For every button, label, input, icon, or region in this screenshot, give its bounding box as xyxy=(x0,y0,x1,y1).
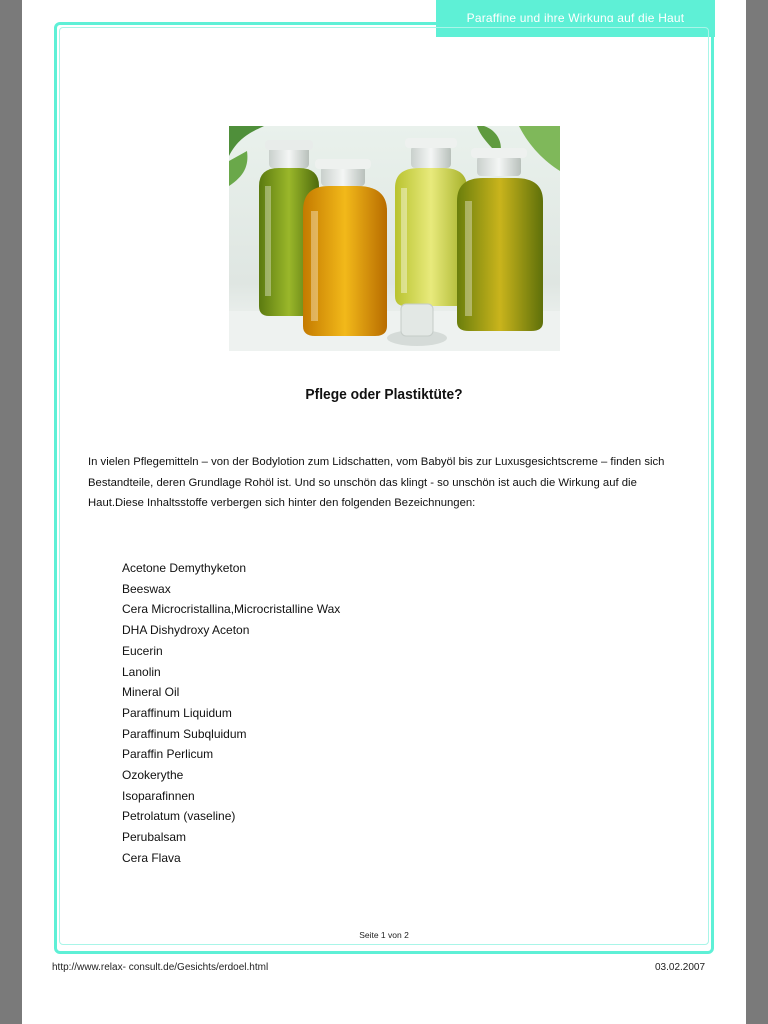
list-item: Cera Microcristallina,Microcristalline Wax xyxy=(122,602,341,617)
ingredient-list xyxy=(122,558,340,869)
oil-bottles-photo xyxy=(229,126,560,351)
list-item: Eucerin xyxy=(122,643,163,658)
list-item: Lanolin xyxy=(122,664,161,679)
list-item: Paraffinum Liquidum xyxy=(122,705,232,720)
footer-url[interactable]: http://www.relax- consult.de/Gesichts/erdoel.html xyxy=(52,962,269,973)
list-item: Paraffin Perlicum xyxy=(122,747,214,762)
list-item: Perubalsam xyxy=(122,830,187,845)
list-item: Beeswax xyxy=(122,581,171,596)
list-item: Petrolatum (vaseline) xyxy=(122,809,236,824)
footer-date: 03.02.2007 xyxy=(655,962,706,973)
list-item: DHA Dishydroxy Aceton xyxy=(122,623,250,638)
list-item: Mineral Oil xyxy=(122,685,180,700)
page-number: Seite 1 von 2 xyxy=(359,930,409,940)
list-item: Acetone Demythyketon xyxy=(122,561,247,575)
list-item: Isoparafinnen xyxy=(122,788,195,803)
list-item: Cera Flava xyxy=(122,850,181,865)
header-tab: Paraffine und ihre Wirkung auf die Haut xyxy=(436,0,715,37)
list-item: Ozokerythe xyxy=(122,768,184,783)
article-title: Pflege oder Plastiktüte? xyxy=(305,386,463,403)
list-item: Paraffinum Subqluidum xyxy=(122,726,247,741)
intro-paragraph: In vielen Pflegemitteln – von der Bodylotion zum Lidschatten, vom Babyöl bis zur Luxusgesichtscreme – finden sich Bestandteile, deren Grundlage Rohöl ist. Und so unschön das klingt - so unschön ist auch die Wirkung auf die Haut.Diese Inhaltsstoffe verbergen sich hinter den folgenden Bezeichnungen: xyxy=(88,456,665,509)
